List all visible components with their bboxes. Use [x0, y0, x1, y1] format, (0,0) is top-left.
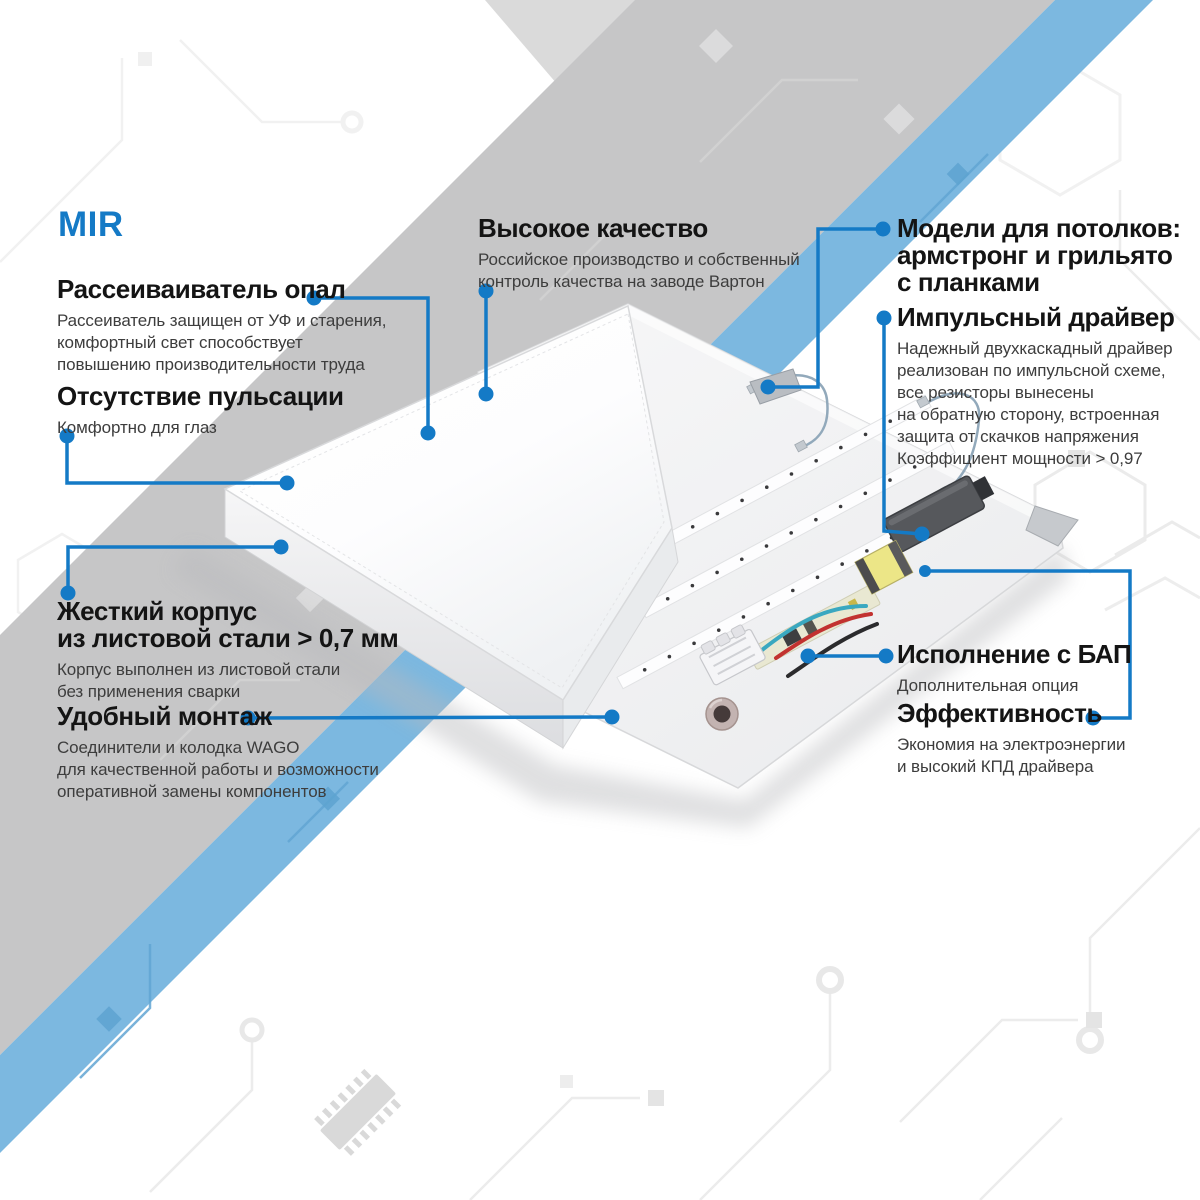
callout-rigid-body-title-line: Жесткий корпус — [57, 596, 257, 626]
callout-efficiency-title: Эффективность — [897, 698, 1103, 728]
led-dot — [766, 602, 770, 606]
led-dot — [715, 571, 719, 575]
led-dot — [692, 642, 696, 646]
grommet-hole — [706, 698, 738, 730]
callout-pulse-driver-title: Импульсный драйвер — [897, 302, 1175, 332]
led-dot — [790, 472, 794, 476]
led-dot — [863, 491, 867, 495]
led-dot — [840, 562, 844, 566]
led-dot — [888, 419, 892, 423]
callout-pulse-driver-line: защита от скачков напряжения — [897, 427, 1139, 446]
led-dot — [814, 459, 818, 463]
callout-diffuser-line: повышению производительности труда — [57, 355, 365, 374]
led-dot — [765, 544, 769, 548]
led-dot — [740, 557, 744, 561]
led-dot — [814, 518, 818, 522]
led-dot — [791, 589, 795, 593]
led-dot — [717, 628, 721, 632]
callout-pulse-driver-line: все резисторы вынесены — [897, 383, 1094, 402]
led-dot — [740, 499, 744, 503]
callout-efficiency-line: Экономия на электроэнергии — [897, 735, 1126, 754]
callout-easy-mount-line: Соединители и колодка WAGO — [57, 738, 300, 757]
callout-bap-version-title: Исполнение с БАП — [897, 639, 1132, 669]
led-dot — [742, 615, 746, 619]
callout-pulse-driver-line: реализован по импульсной схеме, — [897, 361, 1166, 380]
led-dot — [691, 584, 695, 588]
callout-ceiling-models — [897, 215, 1181, 296]
led-dot — [765, 485, 769, 489]
callout-no-pulsation-title: Отсутствие пульсации — [57, 381, 344, 411]
callout-ceiling-models-title-line: с планками — [897, 267, 1040, 297]
callout-high-quality — [478, 215, 800, 293]
callout-high-quality-title: Высокое качество — [478, 213, 708, 243]
callout-no-pulsation-line: Комфортно для глаз — [57, 418, 217, 437]
led-dot — [839, 505, 843, 509]
callout-pulse-driver — [897, 304, 1174, 470]
callout-pulse-driver-line: Надежный двухкаскадный драйвер — [897, 339, 1173, 358]
led-dot — [888, 478, 892, 482]
led-dot — [864, 433, 868, 437]
led-dot — [691, 525, 695, 529]
callout-diffuser-line: Рассеиватель защищен от УФ и старения, — [57, 311, 387, 330]
callout-rigid-body-title-line: из листовой стали > 0,7 мм — [57, 623, 399, 653]
callout-bap-version-line: Дополнительная опция — [897, 676, 1079, 695]
callout-high-quality-line: контроль качества на заводе Вартон — [478, 272, 765, 291]
led-dot — [816, 575, 820, 579]
callout-efficiency-line: и высокий КПД драйвера — [897, 757, 1094, 776]
brand-logo: MIR — [58, 205, 124, 244]
callout-pulse-driver-line: на обратную сторону, встроенная — [897, 405, 1160, 424]
callout-bap-version — [897, 641, 1131, 697]
callout-no-pulsation — [57, 383, 344, 439]
led-dot — [668, 655, 672, 659]
callout-easy-mount-line: оперативной замены компонентов — [57, 782, 327, 801]
callout-rigid-body-line: без применения сварки — [57, 682, 241, 701]
led-dot — [789, 531, 793, 535]
callout-ceiling-models-title — [897, 215, 1181, 296]
led-dot — [716, 512, 720, 516]
chip-icon — [311, 1065, 404, 1158]
led-dot — [643, 668, 647, 672]
callout-high-quality-line: Российское производство и собственный — [478, 250, 800, 269]
callout-diffuser-title: Рассеиваиватель опал — [57, 274, 346, 304]
led-dot — [666, 597, 670, 601]
callout-efficiency — [897, 700, 1125, 778]
callout-diffuser — [57, 276, 386, 376]
led-dot — [839, 446, 843, 450]
callout-ceiling-models-title-line: Модели для потолков: — [897, 213, 1181, 243]
callout-easy-mount-title: Удобный монтаж — [57, 701, 272, 731]
callout-rigid-body-line: Корпус выполнен из листовой стали — [57, 660, 341, 679]
callout-rigid-body — [57, 598, 398, 703]
led-dot — [865, 549, 869, 553]
callout-rigid-body-title — [57, 598, 398, 652]
callout-diffuser-line: комфортный свет способствует — [57, 333, 303, 352]
callout-easy-mount-line: для качественной работы и возможности — [57, 760, 379, 779]
callout-pulse-driver-line: Коэффициент мощности > 0,97 — [897, 449, 1143, 468]
callout-ceiling-models-title-line: армстронг и грильято — [897, 240, 1173, 270]
callout-easy-mount — [57, 703, 379, 803]
